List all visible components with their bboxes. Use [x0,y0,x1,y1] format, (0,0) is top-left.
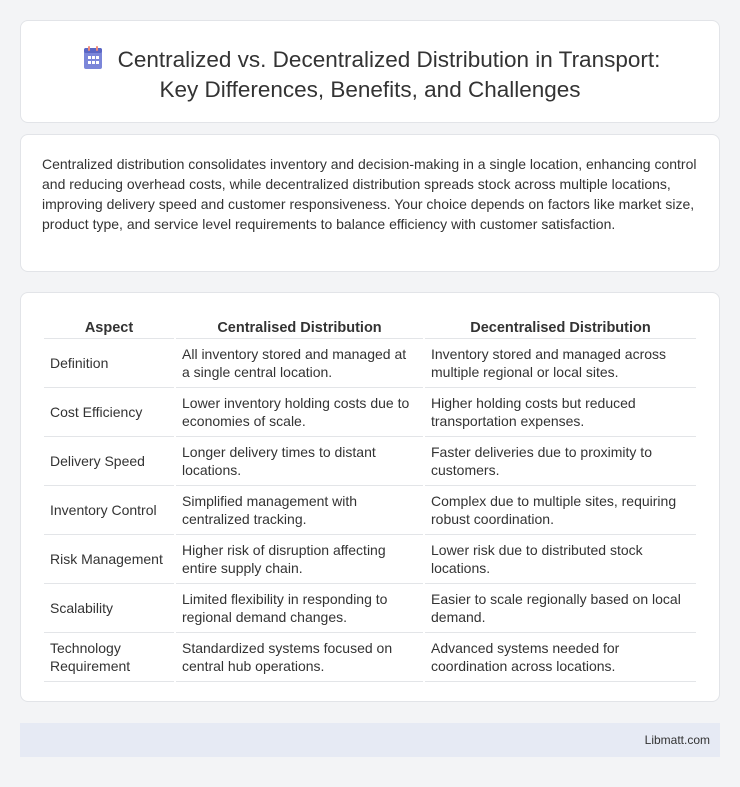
decentralised-cell: Complex due to multiple sites, requiring robust coordination. [425,486,696,535]
decentralised-cell: Easier to scale regionally based on local demand. [425,584,696,633]
aspect-cell: Cost Efficiency [44,388,174,437]
header-decentralised: Decentralised Distribution [425,315,696,339]
decentralised-cell: Faster deliveries due to proximity to customers. [425,437,696,486]
table-row [44,535,696,584]
table-row [44,388,696,437]
comparison-table [42,315,698,682]
centralised-cell: Higher risk of disruption affecting entire supply chain. [176,535,423,584]
table-row [44,486,696,535]
decentralised-cell: Higher holding costs but reduced transportation expenses. [425,388,696,437]
aspect-cell: Risk Management [44,535,174,584]
aspect-cell: Technology Requirement [44,633,174,682]
document-icon [80,45,106,71]
header-centralised: Centralised Distribution [176,315,423,339]
aspect-cell: Inventory Control [44,486,174,535]
table-row [44,437,696,486]
header-aspect: Aspect [44,315,174,339]
decentralised-cell: Inventory stored and managed across multiple regional or local sites. [425,339,696,388]
decentralised-cell: Lower risk due to distributed stock locations. [425,535,696,584]
title-line-1: Centralized vs. Decentralized Distribution in Transport: [117,47,661,72]
centralised-cell: All inventory stored and managed at a single central location. [176,339,423,388]
footer [20,723,720,757]
table-row [44,633,696,682]
table-row [44,339,696,388]
summary-card [20,134,720,272]
centralised-cell: Longer delivery times to distant locations. [176,437,423,486]
page-title [21,45,719,105]
title-line-2: Key Differences, Benefits, and Challenges [159,77,581,102]
table-row [44,584,696,633]
decentralised-cell: Advanced systems needed for coordination across locations. [425,633,696,682]
title-card [20,20,720,123]
comparison-table-card [20,292,720,702]
summary-text: Centralized distribution consolidates inventory and decision-making in a single location, enhancing control and reducing overhead costs, while decentralized distribution spreads stock across multiple locations, improving delivery speed and customer responsiveness. Your choice depends on factors like market size, product type, and service level requirements to balance efficiency with customer satisfaction. [42,156,697,232]
centralised-cell: Standardized systems focused on central hub operations. [176,633,423,682]
table-header-row [44,315,696,339]
centralised-cell: Lower inventory holding costs due to economies of scale. [176,388,423,437]
centralised-cell: Simplified management with centralized tracking. [176,486,423,535]
footer-site-link[interactable]: Libmatt.com [644,733,710,747]
aspect-cell: Definition [44,339,174,388]
aspect-cell: Scalability [44,584,174,633]
centralised-cell: Limited flexibility in responding to regional demand changes. [176,584,423,633]
aspect-cell: Delivery Speed [44,437,174,486]
